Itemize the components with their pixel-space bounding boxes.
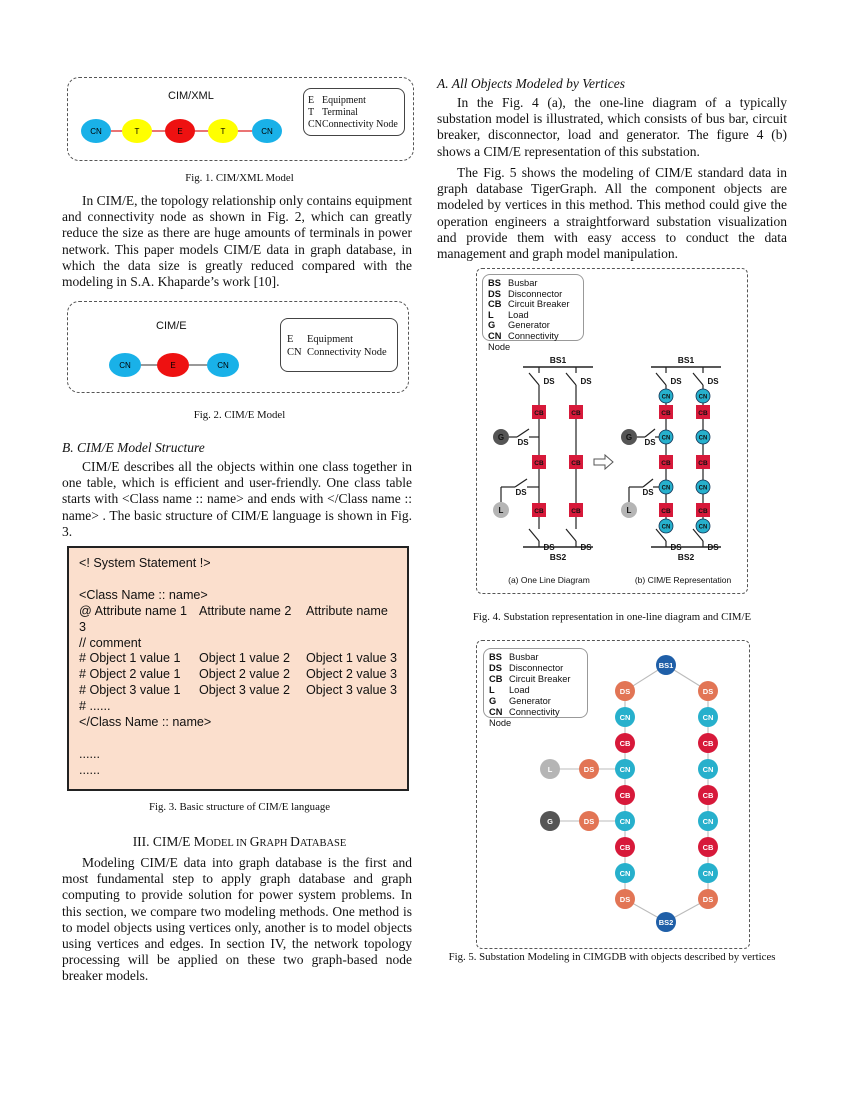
fig3-caption: Fig. 3. Basic structure of CIM/E language xyxy=(148,801,331,813)
fig1-legend-key-e: E xyxy=(308,95,315,106)
fig4-legend-text-l: Load xyxy=(508,309,529,320)
fig5-col1-ds-0-label: DS xyxy=(702,687,714,696)
fig4a-col0-cb3-label: CB xyxy=(534,508,544,515)
fig3-row3-col1: # Object 3 value 1 xyxy=(79,683,181,698)
fig5-legend-text-cn: Connectivity Node xyxy=(489,707,560,728)
fig5-legend-text-l: Load xyxy=(509,685,530,695)
fig5-col1-cn-7-label: CN xyxy=(702,869,714,878)
fig3-attr1: @ Attribute name 1 xyxy=(79,603,187,618)
section-iii-heading-part1: III. CIM/E M xyxy=(132,834,206,849)
fig1-label-0: CN xyxy=(90,127,102,136)
fig5-col0-cn-3-label: CN xyxy=(619,765,631,774)
section-iii-heading xyxy=(62,834,417,850)
fig5-legend-key-cn: CN xyxy=(489,707,503,717)
fig4-legend-text-cb: Circuit Breaker xyxy=(508,299,570,310)
fig4-legend-key-ds: DS xyxy=(488,288,501,299)
fig5-bs2-label: BS2 xyxy=(658,918,674,927)
fig2-box xyxy=(67,301,409,393)
fig5-col0-cb-2-label: CB xyxy=(619,739,631,748)
fig1-legend-key-t: T xyxy=(308,107,315,118)
fig3-row3-col2: Object 3 value 2 xyxy=(199,683,291,698)
fig5-legend-text-cb: Circuit Breaker xyxy=(509,674,571,684)
fig3-row3-col3: Object 3 value 3 xyxy=(306,683,398,698)
fig2-legend-text-cn: Connectivity Node xyxy=(307,347,387,358)
fig4a-load-ds xyxy=(515,479,527,487)
fig5-box xyxy=(476,640,750,949)
fig4b-col1-cn3-label: CN xyxy=(698,485,708,492)
fig3-dots-2: ...... xyxy=(79,762,100,777)
fig4b-col0-cn1-label: CN xyxy=(661,394,671,401)
fig4a-col1-ds-bot-label: DS xyxy=(580,543,592,552)
fig4-legend-key-bs: BS xyxy=(488,278,501,288)
fig4a-load-label: L xyxy=(498,506,504,515)
fig1-title: CIM/XML xyxy=(168,90,214,102)
fig4b-col0-ds-bot-label: DS xyxy=(670,543,682,552)
fig5-col0-ds-8-label: DS xyxy=(619,895,631,904)
fig4b-col1-cb3-label: CB xyxy=(698,508,708,515)
fig5-caption: Fig. 5. Substation Modeling in CIMGDB with objects described by vertices xyxy=(448,951,776,963)
section-iii-paragraph: Modeling CIM/E data into graph database is the first and most fundamental step to apply graph database and graph computing to provide solution for power system problems. In this section, we compare two modeling methods. One method is to model objects using vertices only, another is to model objects using vertices and edges. In section IV, the network topology processing will be applied on these two graph-based node breaker models. xyxy=(62,855,412,984)
fig5-col1-cn-1-label: CN xyxy=(702,713,714,722)
fig3-code-box xyxy=(67,546,409,791)
fig4a-col1-cb1-label: CB xyxy=(571,410,581,417)
paragraph-cime-topology: In CIM/E, the topology relationship only contains equipment and connectivity node as shown in Fig. 2, which can greatly reduce the size as there are huge amounts of terminals in power network. This paper models CIM/E data in graph database, in which the data size is greatly reduced compared with the modeling in S.A. Khaparde’s work [10]. xyxy=(62,193,412,290)
section-iii-heading-part3: G xyxy=(249,834,260,849)
fig1-label-2: E xyxy=(177,127,183,136)
fig4a-generator-label: G xyxy=(497,433,505,442)
fig4a-col1-ds-top xyxy=(566,373,576,385)
fig4-diagram xyxy=(477,269,747,593)
fig4-legend-text-bs: Busbar xyxy=(508,278,538,288)
fig1-label-1: T xyxy=(134,127,140,136)
fig2-legend-key-cn: CN xyxy=(287,347,302,358)
fig2-caption: Fig. 2. CIM/E Model xyxy=(193,409,286,421)
fig4a-col1-ds-bot xyxy=(566,529,576,541)
fig4a-gen-ds-label: DS xyxy=(517,438,529,447)
fig4b-col0-cb1-label: CB xyxy=(661,410,671,417)
fig5-col0-cb-6-label: CB xyxy=(619,843,631,852)
fig5-col0-ds-0-label: DS xyxy=(619,687,631,696)
fig4b-col0-ds-top-label: DS xyxy=(670,377,682,386)
fig5-legend-text-ds: Disconnector xyxy=(509,663,564,673)
fig5-diagram xyxy=(477,641,749,948)
fig5-col0-cn-5-label: CN xyxy=(619,817,631,826)
fig5-col1-cb-2-label: CB xyxy=(702,739,714,748)
fig3-attr3: Attribute name xyxy=(306,603,388,618)
fig5-load-ds-label: DS xyxy=(583,765,595,774)
fig3-class-open: <Class Name :: name> xyxy=(79,587,208,602)
fig4-legend-key-l: L xyxy=(488,309,494,320)
fig5-col1-cb-6-label: CB xyxy=(702,843,714,852)
fig4b-bs2-label: BS2 xyxy=(677,552,695,562)
fig2-title: CIM/E xyxy=(156,320,187,332)
fig4a-col0-ds-bot-label: DS xyxy=(543,543,555,552)
fig2-label-0: CN xyxy=(119,361,131,370)
fig5-col1-cb-4-label: CB xyxy=(702,791,714,800)
fig4b-col0-cn3-label: CN xyxy=(661,485,671,492)
fig4-box xyxy=(476,268,748,594)
fig1-legend-text-t: Terminal xyxy=(322,107,358,118)
fig3-attr3-cont: 3 xyxy=(79,619,87,634)
fig4a-subcaption: (a) One Line Diagram xyxy=(508,575,590,585)
fig4b-bs1-label: BS1 xyxy=(677,355,695,365)
section-iii-heading-part6: ATABASE xyxy=(299,838,347,849)
fig4b-gen-ds-label: DS xyxy=(644,438,656,447)
fig3-row1-col1: # Object 1 value 1 xyxy=(79,651,181,666)
fig3-row2-col1: # Object 2 value 1 xyxy=(79,667,181,682)
fig4a-col0-ds-top xyxy=(529,373,539,385)
fig4b-col1-ds-top-label: DS xyxy=(707,377,719,386)
fig4a-bs1-label: BS1 xyxy=(549,355,567,365)
section-b-paragraph: CIM/E describes all the objects within one class together in one table, which is efficient and user-friendly. One class table starts with <Class name :: name> and ends with </Class name :: name> . The basic structure of CIM/E language is shown in Fig. 3. xyxy=(62,459,412,539)
fig4a-col0-ds-top-label: DS xyxy=(543,377,555,386)
fig5-col0-cb-4-label: CB xyxy=(619,791,631,800)
fig5-load-label: L xyxy=(547,765,553,774)
fig4b-col0-cn4-label: CN xyxy=(661,524,671,531)
fig4b-generator-label: G xyxy=(625,433,633,442)
fig4b-col1-cb2-label: CB xyxy=(698,460,708,467)
fig4b-col1-cn1-label: CN xyxy=(698,394,708,401)
fig4-legend-text-g: Generator xyxy=(508,320,550,331)
fig4b-load-ds xyxy=(643,479,653,487)
section-iii-heading-part5: D xyxy=(290,834,300,849)
fig1-label-3: T xyxy=(220,127,226,136)
fig4b-col0-cn2-label: CN xyxy=(661,435,671,442)
fig3-class-close: </Class Name :: name> xyxy=(79,715,212,730)
fig2-diagram xyxy=(68,302,268,392)
fig4b-gen-ds xyxy=(645,429,655,437)
fig5-bs1-label: BS1 xyxy=(658,661,674,670)
fig4b-col1-ds-top xyxy=(693,373,703,385)
fig3-row2-col2: Object 2 value 2 xyxy=(199,667,291,682)
fig3-attr2: Attribute name 2 xyxy=(199,603,292,618)
fig4a-col1-ds-top-label: DS xyxy=(580,377,592,386)
fig3-row1-col3: Object 1 value 3 xyxy=(306,651,398,666)
fig1-legend-text-cn: Connectivity Node xyxy=(322,119,398,130)
fig4a-gen-ds xyxy=(517,429,529,437)
fig4b-col0-cb2-label: CB xyxy=(661,460,671,467)
section-iii-heading-part2: ODEL IN xyxy=(205,838,250,849)
fig4a-col1-cb2-label: CB xyxy=(571,460,581,467)
fig5-col1-cn-5-label: CN xyxy=(702,817,714,826)
fig2-legend-text-e: Equipment xyxy=(307,334,354,345)
fig4b-load-label: L xyxy=(626,506,632,515)
fig2-label-2: CN xyxy=(217,361,229,370)
fig4b-col0-cb3-label: CB xyxy=(661,508,671,515)
fig5-legend-key-cb: CB xyxy=(489,674,503,684)
fig5-gen-ds-label: DS xyxy=(583,817,595,826)
fig5-legend-key-bs: BS xyxy=(489,652,502,662)
fig5-legend-key-l: L xyxy=(489,685,495,695)
fig3-comment: // comment xyxy=(79,635,142,650)
fig5-col1-ds-8-label: DS xyxy=(702,895,714,904)
section-a-paragraph-1: In the Fig. 4 (a), the one-line diagram of a typically substation model is illustrated, which consists of bus bar, circuit breaker, disconnector, load and generator. The figure 4 (b) shows a CIM/E representation of this substation. xyxy=(437,95,787,159)
fig5-col0-cn-7-label: CN xyxy=(619,869,631,878)
fig4b-col1-ds-bot-label: DS xyxy=(707,543,719,552)
fig1-legend-text-e: Equipment xyxy=(322,95,366,106)
fig1-box xyxy=(67,77,414,161)
fig4-legend-text-cn: Connectivity Node xyxy=(488,330,559,352)
fig4b-col0-ds-top xyxy=(656,373,666,385)
fig4b-load-ds-label: DS xyxy=(642,488,654,497)
fig1-legend-key-cn: CN xyxy=(308,119,322,130)
fig4a-col1-cb3-label: CB xyxy=(571,508,581,515)
fig4-legend-key-cb: CB xyxy=(488,299,502,310)
fig4a-col0-ds-bot xyxy=(529,529,539,541)
fig5-col1-cn-3-label: CN xyxy=(702,765,714,774)
fig5-col0-cn-1-label: CN xyxy=(619,713,631,722)
section-a-heading: A. All Objects Modeled by Vertices xyxy=(437,76,625,91)
fig5-legend-key-ds: DS xyxy=(489,663,502,673)
fig4-caption: Fig. 4. Substation representation in one-line diagram and CIM/E xyxy=(472,611,752,623)
fig5-legend-text-bs: Busbar xyxy=(509,652,539,662)
fig1-label-4: CN xyxy=(261,127,273,136)
fig4b-col1-cb1-label: CB xyxy=(698,410,708,417)
fig5-legend-text-g: Generator xyxy=(509,696,551,706)
fig4b-col1-cn4-label: CN xyxy=(698,524,708,531)
fig4-transform-arrow xyxy=(594,455,613,469)
section-iii-heading-part4: RAPH xyxy=(259,838,291,849)
fig5-generator-label: G xyxy=(547,817,553,826)
fig4-legend-key-cn: CN xyxy=(488,330,502,341)
fig4b-subcaption: (b) CIM/E Representation xyxy=(634,575,732,585)
fig1-legend xyxy=(303,88,405,136)
fig1-diagram xyxy=(68,78,308,160)
fig2-legend-key-e: E xyxy=(287,334,294,345)
section-a-paragraph-2: The Fig. 5 shows the modeling of CIM/E standard data in graph database TigerGraph. All the component objects are modeled by vertices in this method. This method could give the operation engineers a straightforward substation visualization and provide them with easy access to conduct the data management and graph model manipulation. xyxy=(437,165,787,262)
fig3-system-statement: <! System Statement !> xyxy=(79,556,211,570)
fig2-legend xyxy=(280,318,398,372)
section-b-heading: B. CIM/E Model Structure xyxy=(62,440,205,455)
fig5-legend-key-g: G xyxy=(489,696,497,706)
fig4-legend-text-ds: Disconnector xyxy=(508,288,563,299)
fig4-legend-key-g: G xyxy=(488,320,496,331)
fig3-row2-col3: Object 2 value 3 xyxy=(306,667,398,682)
fig4b-col1-cn2-label: CN xyxy=(698,435,708,442)
fig1-caption: Fig. 1. CIM/XML Model xyxy=(185,172,294,184)
fig2-label-1: E xyxy=(170,361,176,370)
fig3-more: # ...... xyxy=(79,699,111,714)
fig4a-bs2-label: BS2 xyxy=(549,552,567,562)
fig4a-col0-cb1-label: CB xyxy=(534,410,544,417)
fig4a-col0-cb2-label: CB xyxy=(534,460,544,467)
fig4a-load-ds-label: DS xyxy=(515,488,527,497)
fig3-row1-col2: Object 1 value 2 xyxy=(199,651,291,666)
fig3-dots-1: ...... xyxy=(79,746,100,761)
